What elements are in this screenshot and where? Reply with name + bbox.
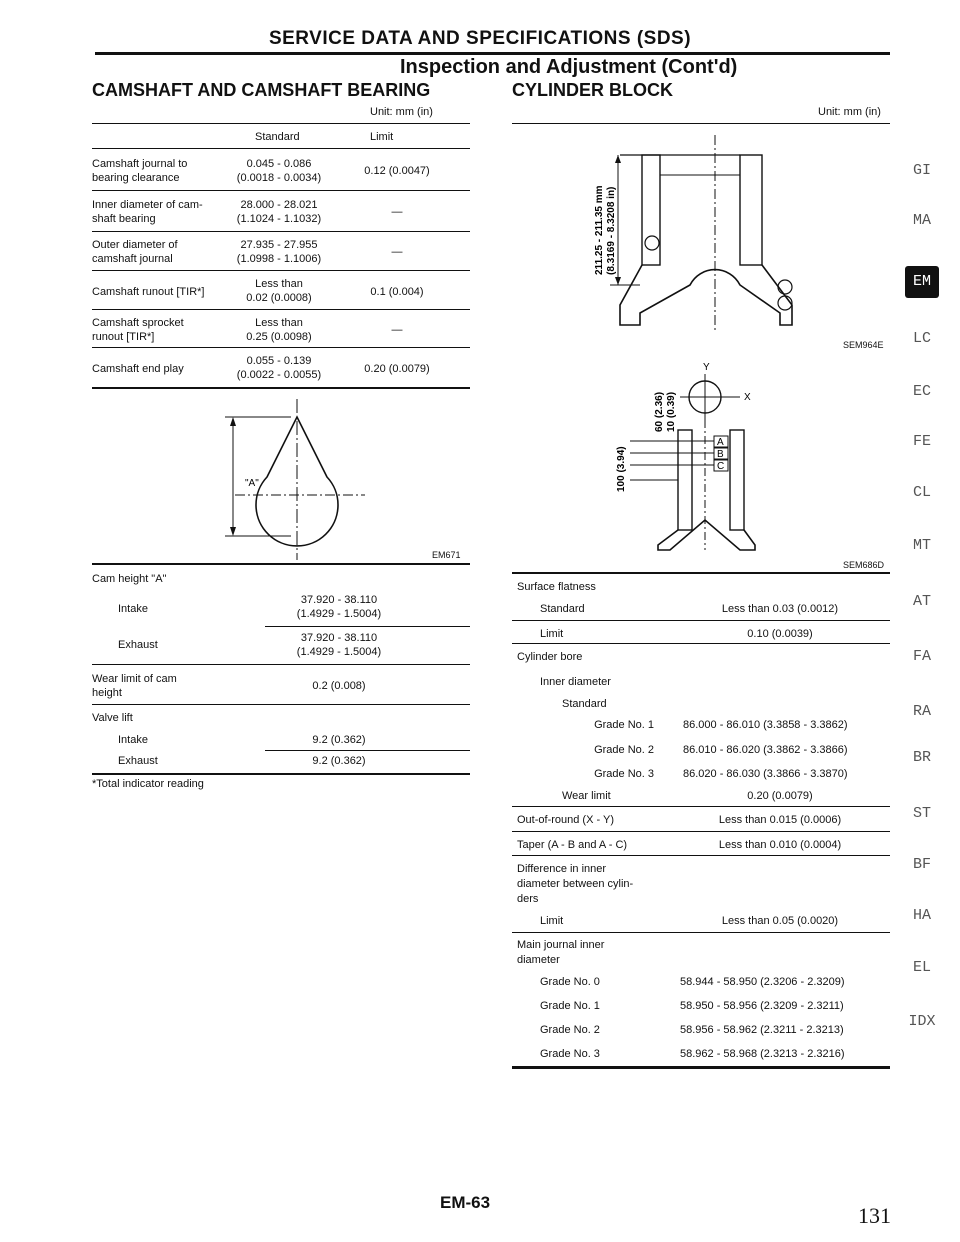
rule bbox=[92, 563, 470, 565]
mj-grade-value: 58.956 - 58.962 (2.3211 - 2.3213) bbox=[680, 1024, 844, 1036]
axis-x-label: X bbox=[744, 392, 751, 403]
row-standard: 27.935 - 27.955 bbox=[240, 239, 318, 251]
rule bbox=[512, 572, 890, 574]
sf-limit-value: 0.10 (0.0039) bbox=[747, 628, 813, 640]
section-tab-idx[interactable]: IDX bbox=[908, 1013, 936, 1030]
mj-grade-label: Grade No. 1 bbox=[540, 1000, 600, 1012]
point-b-label: B bbox=[717, 449, 724, 460]
grade-label: Grade No. 2 bbox=[594, 744, 654, 756]
page-code: EM-63 bbox=[440, 1193, 491, 1212]
cam-lobe-figure bbox=[215, 395, 365, 565]
block-height-dim-in: (8.3169 - 8.3208 in) bbox=[606, 186, 617, 275]
difference-label: diameter between cylin- bbox=[517, 878, 634, 890]
intake-value: 37.920 - 38.110 bbox=[300, 594, 378, 606]
surface-flatness-label: Surface flatness bbox=[517, 581, 596, 593]
col-limit: Limit bbox=[370, 131, 394, 143]
valve-lift-label: Valve lift bbox=[92, 712, 133, 724]
cylinder-unit: Unit: mm (in) bbox=[818, 106, 881, 118]
page-number: 131 bbox=[858, 1203, 891, 1228]
row-limit: 0.12 (0.0047) bbox=[364, 165, 430, 177]
row-label: Outer diameter of bbox=[92, 239, 178, 251]
wear-limit-label: Wear limit bbox=[562, 790, 611, 802]
header-rule bbox=[95, 52, 890, 55]
taper-value: Less than 0.010 (0.0004) bbox=[718, 839, 842, 851]
row-label: camshaft journal bbox=[92, 253, 173, 265]
standard-label: Standard bbox=[562, 698, 607, 710]
diff-limit-value: Less than 0.05 (0.0020) bbox=[721, 915, 839, 927]
rule bbox=[92, 270, 470, 271]
row-label: Camshaft runout [TIR*] bbox=[92, 286, 205, 298]
section-tab-ra[interactable]: RA bbox=[912, 703, 931, 720]
rule bbox=[265, 750, 470, 751]
row-label: Camshaft end play bbox=[92, 363, 184, 375]
rule bbox=[512, 123, 890, 124]
row-label: Camshaft journal to bbox=[92, 158, 188, 170]
sf-limit-label: Limit bbox=[540, 628, 564, 640]
inner-diameter-label: Inner diameter bbox=[540, 676, 611, 688]
row-limit: — bbox=[391, 206, 403, 218]
row-standard: (1.0998 - 1.1006) bbox=[236, 253, 322, 265]
point-c-label: C bbox=[717, 461, 725, 472]
rule bbox=[512, 831, 890, 832]
row-standard: 0.055 - 0.139 bbox=[246, 355, 312, 367]
row-standard: 0.045 - 0.086 bbox=[246, 158, 312, 170]
wear-limit-value: 0.2 (0.008) bbox=[312, 680, 366, 692]
rule bbox=[512, 643, 890, 644]
cam-height-label: Cam height "A" bbox=[92, 573, 167, 585]
mj-grade-label: Grade No. 3 bbox=[540, 1048, 600, 1060]
vl-exhaust-value: 9.2 (0.362) bbox=[312, 755, 366, 767]
row-standard: 0.02 (0.0008) bbox=[246, 292, 312, 304]
rule bbox=[92, 123, 470, 124]
row-label: Inner diameter of cam- bbox=[92, 199, 203, 211]
rule bbox=[92, 664, 470, 665]
intake-value: (1.4929 - 1.5004) bbox=[296, 608, 382, 620]
rule bbox=[92, 148, 470, 149]
diff-limit-label: Limit bbox=[540, 915, 564, 927]
row-limit: 0.20 (0.0079) bbox=[364, 363, 430, 375]
vl-intake-label: Intake bbox=[118, 734, 148, 746]
cylinder-section-title: CYLINDER BLOCK bbox=[512, 80, 673, 100]
rule bbox=[512, 1066, 890, 1069]
mj-grade-value: 58.950 - 58.956 (2.3209 - 2.3211) bbox=[680, 1000, 844, 1012]
figure-code: EM671 bbox=[432, 550, 461, 560]
wear-limit-label: height bbox=[92, 687, 122, 699]
camshaft-unit: Unit: mm (in) bbox=[370, 106, 433, 118]
grade-label: Grade No. 3 bbox=[594, 768, 654, 780]
camshaft-section-title: CAMSHAFT AND CAMSHAFT BEARING bbox=[92, 80, 431, 100]
rule bbox=[92, 773, 470, 775]
mj-grade-value: 58.944 - 58.950 (2.3206 - 2.3209) bbox=[680, 976, 845, 988]
rule bbox=[512, 806, 890, 807]
wear-limit-value: 0.20 (0.0079) bbox=[747, 790, 813, 802]
axis-y-label: Y bbox=[703, 362, 710, 373]
main-journal-label: diameter bbox=[517, 954, 560, 966]
mj-grade-label: Grade No. 2 bbox=[540, 1024, 600, 1036]
dim-60: 60 (2.36) bbox=[654, 391, 665, 432]
vl-intake-value: 9.2 (0.362) bbox=[312, 734, 366, 746]
difference-label: Difference in inner bbox=[517, 863, 607, 875]
bore-measure-figure bbox=[610, 360, 810, 560]
section-tab-st[interactable]: ST bbox=[912, 805, 931, 822]
grade-value: 86.010 - 86.020 (3.3862 - 3.3866) bbox=[683, 744, 848, 756]
row-limit: — bbox=[391, 324, 403, 336]
sf-standard-label: Standard bbox=[540, 603, 585, 615]
taper-label: Taper (A - B and A - C) bbox=[517, 839, 628, 851]
section-tab-ma[interactable]: MA bbox=[912, 212, 931, 229]
rule bbox=[92, 387, 470, 389]
row-standard: Less than bbox=[255, 278, 303, 290]
section-tab-fa[interactable]: FA bbox=[912, 648, 931, 665]
sf-standard-value: Less than 0.03 (0.0012) bbox=[721, 603, 839, 615]
mj-grade-label: Grade No. 0 bbox=[540, 976, 600, 988]
block-height-dim-mm: 211.25 - 211.35 mm bbox=[594, 185, 605, 275]
section-tab-el[interactable]: EL bbox=[912, 959, 931, 976]
section-tab-em[interactable]: EM bbox=[905, 266, 939, 298]
rule bbox=[512, 620, 890, 621]
section-tab-lc[interactable]: LC bbox=[912, 330, 931, 347]
section-tab-gi[interactable]: GI bbox=[912, 162, 931, 179]
main-journal-label: Main journal inner bbox=[517, 939, 605, 951]
row-label: shaft bearing bbox=[92, 213, 156, 225]
vl-exhaust-label: Exhaust bbox=[118, 755, 158, 767]
rule bbox=[92, 704, 470, 705]
out-of-round-label: Out-of-round (X - Y) bbox=[517, 814, 614, 826]
row-standard: (1.1024 - 1.1032) bbox=[236, 213, 322, 225]
page-title: SERVICE DATA AND SPECIFICATIONS (SDS) bbox=[268, 28, 692, 49]
section-tab-ec[interactable]: EC bbox=[912, 383, 931, 400]
cam-height-marker: "A" bbox=[245, 478, 259, 489]
page-subtitle: Inspection and Adjustment (Cont'd) bbox=[400, 56, 738, 78]
grade-value: 86.000 - 86.010 (3.3858 - 3.3862) bbox=[683, 719, 848, 731]
figure-code: SEM686D bbox=[843, 560, 885, 570]
row-label: Camshaft sprocket bbox=[92, 317, 184, 329]
section-tab-ha[interactable]: HA bbox=[912, 907, 931, 924]
bore-label: Cylinder bore bbox=[517, 651, 583, 663]
difference-label: ders bbox=[517, 893, 539, 905]
row-standard: (0.0018 - 0.0034) bbox=[236, 172, 322, 184]
out-of-round-value: Less than 0.015 (0.0006) bbox=[718, 814, 842, 826]
row-label: bearing clearance bbox=[92, 172, 180, 184]
block-height-figure bbox=[580, 135, 810, 335]
row-standard: Less than bbox=[255, 317, 303, 329]
row-standard: (0.0022 - 0.0055) bbox=[236, 369, 322, 381]
rule bbox=[265, 626, 470, 627]
rule bbox=[512, 932, 890, 933]
row-limit: — bbox=[391, 246, 403, 258]
exhaust-label: Exhaust bbox=[118, 639, 158, 651]
footnote: *Total indicator reading bbox=[92, 778, 204, 790]
dim-10: 10 (0.39) bbox=[666, 391, 677, 432]
dim-100: 100 (3.94) bbox=[616, 446, 627, 492]
section-tab-fe[interactable]: FE bbox=[912, 433, 931, 450]
mj-grade-value: 58.962 - 58.968 (2.3213 - 2.3216) bbox=[680, 1048, 845, 1060]
row-limit: 0.1 (0.004) bbox=[370, 286, 424, 298]
exhaust-value: 37.920 - 38.110 bbox=[300, 632, 378, 644]
section-tab-mt[interactable]: MT bbox=[912, 537, 931, 554]
wear-limit-label: Wear limit of cam bbox=[92, 673, 177, 685]
rule bbox=[92, 190, 470, 191]
rule bbox=[512, 855, 890, 856]
rule bbox=[92, 309, 470, 310]
rule bbox=[92, 347, 470, 348]
exhaust-value: (1.4929 - 1.5004) bbox=[296, 646, 382, 658]
point-a-label: A bbox=[717, 437, 724, 448]
row-standard: 28.000 - 28.021 bbox=[240, 199, 318, 211]
section-tab-br[interactable]: BR bbox=[912, 749, 931, 766]
col-standard: Standard bbox=[255, 131, 300, 143]
section-tab-cl[interactable]: CL bbox=[912, 484, 931, 501]
section-tab-at[interactable]: AT bbox=[912, 593, 931, 610]
figure-code: SEM964E bbox=[843, 340, 884, 350]
row-label: runout [TIR*] bbox=[92, 331, 155, 343]
rule bbox=[92, 231, 470, 232]
row-standard: 0.25 (0.0098) bbox=[246, 331, 312, 343]
grade-label: Grade No. 1 bbox=[594, 719, 654, 731]
intake-label: Intake bbox=[118, 603, 148, 615]
grade-value: 86.020 - 86.030 (3.3866 - 3.3870) bbox=[683, 768, 848, 780]
section-tab-bf[interactable]: BF bbox=[912, 856, 931, 873]
